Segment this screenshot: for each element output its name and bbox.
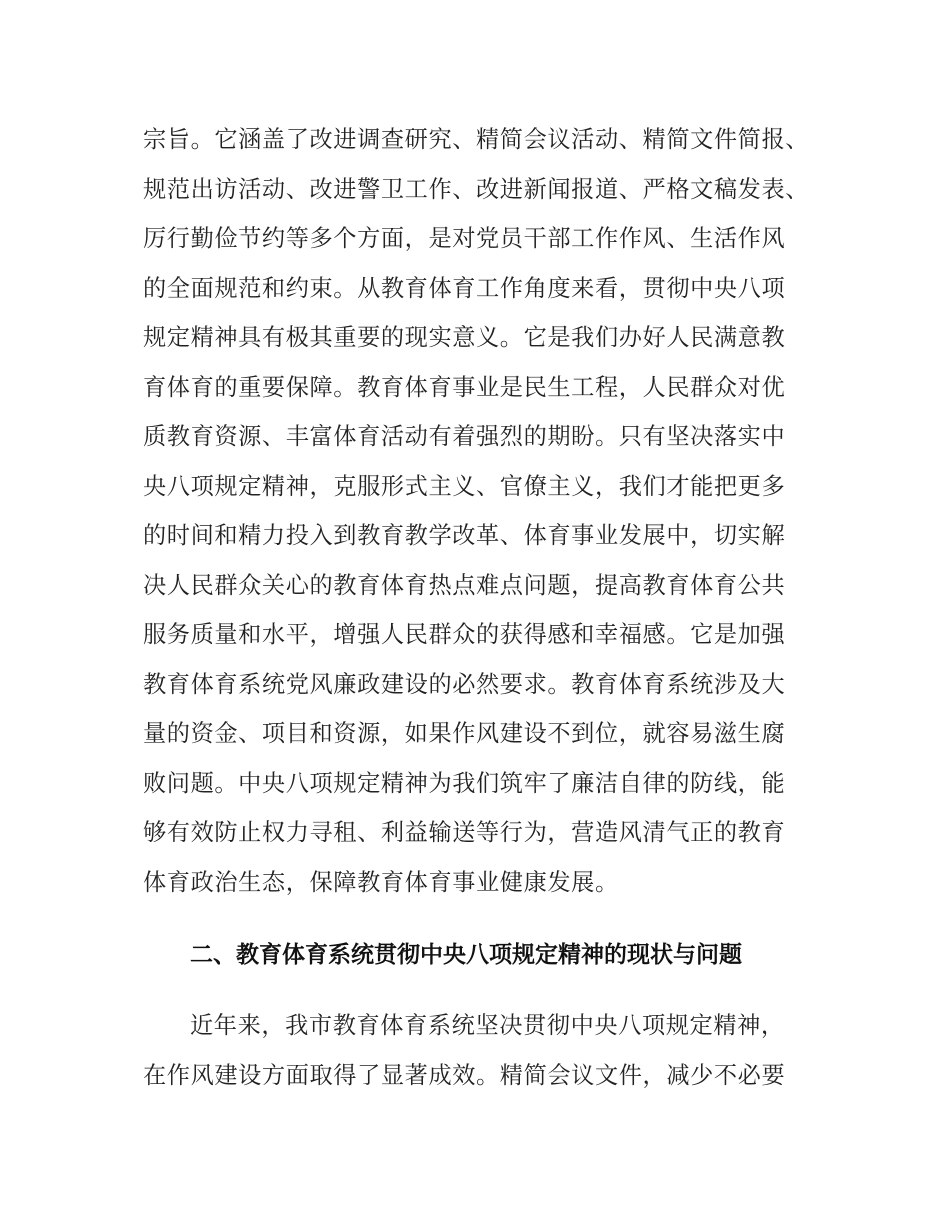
paragraph-line: 在作风建设方面取得了显著成效。精简会议文件，减少不必要	[143, 1062, 786, 1089]
paragraph-line: 体育政治生态，保障教育体育事业健康发展。	[143, 869, 619, 896]
paragraph-line: 厉行勤俭节约等多个方面，是对党员干部工作作风、生活作风	[143, 225, 786, 252]
paragraph-line: 够有效防止权力寻租、利益输送等行为，营造风清气正的教育	[143, 819, 786, 846]
paragraph-line: 教育体育系统党风廉政建设的必然要求。教育体育系统涉及大	[143, 671, 786, 698]
paragraph-line: 的时间和精力投入到教育教学改革、体育事业发展中，切实解	[143, 522, 786, 549]
paragraph-line: 育体育的重要保障。教育体育事业是民生工程，人民群众对优	[143, 374, 786, 401]
section-heading: 二、教育体育系统贯彻中央八项规定精神的现状与问题	[190, 942, 742, 968]
paragraph-line: 量的资金、项目和资源，如果作风建设不到位，就容易滋生腐	[143, 720, 786, 747]
paragraph-line: 决人民群众关心的教育体育热点难点问题，提高教育体育公共	[143, 572, 786, 599]
paragraph-line: 的全面规范和约束。从教育体育工作角度来看，贯彻中央八项	[143, 275, 786, 302]
paragraph-line: 规定精神具有极其重要的现实意义。它是我们办好人民满意教	[143, 324, 786, 351]
paragraph-line: 服务质量和水平，增强人民群众的获得感和幸福感。它是加强	[143, 621, 786, 648]
paragraph-line: 央八项规定精神，克服形式主义、官僚主义，我们才能把更多	[143, 473, 786, 500]
paragraph-line: 败问题。中央八项规定精神为我们筑牢了廉洁自律的防线，能	[143, 770, 786, 797]
paragraph-line: 规范出访活动、改进警卫工作、改进新闻报道、严格文稿发表、	[143, 176, 810, 203]
paragraph-line: 质教育资源、丰富体育活动有着强烈的期盼。只有坚决落实中	[143, 423, 786, 450]
paragraph-line: 宗旨。它涵盖了改进调查研究、精简会议活动、精简文件简报、	[143, 126, 810, 153]
paragraph-line: 近年来，我市教育体育系统坚决贯彻中央八项规定精神，	[190, 1012, 785, 1039]
